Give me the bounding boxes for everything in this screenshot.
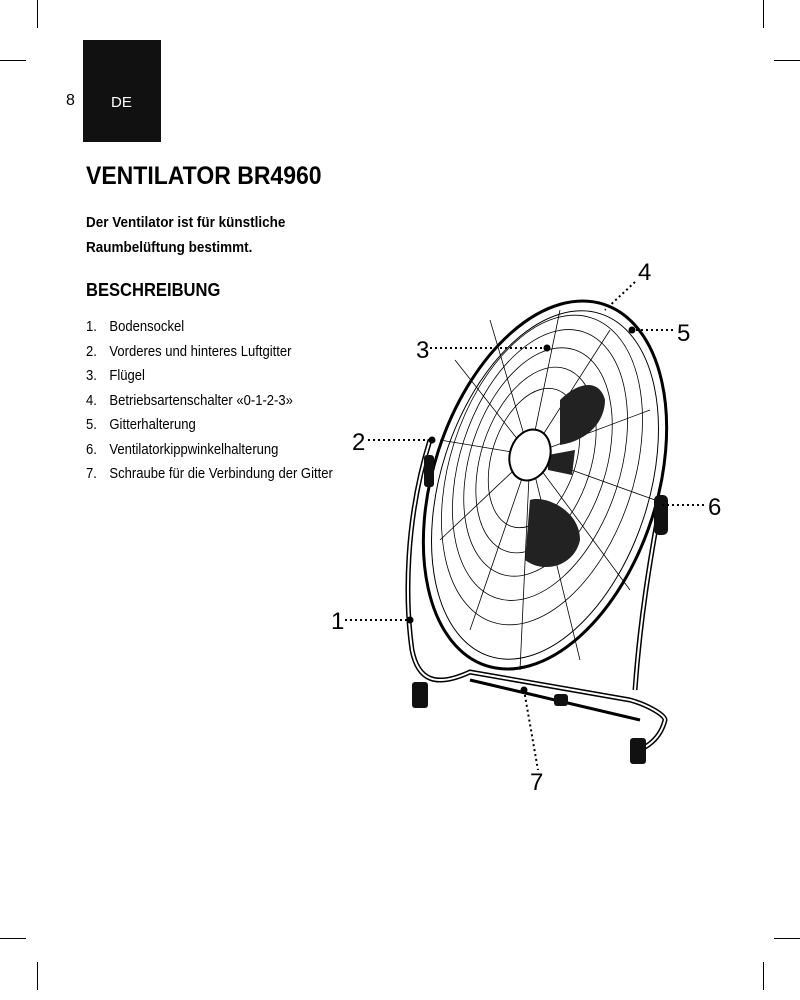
list-item: [86, 462, 333, 487]
language-label: DE: [111, 94, 132, 111]
page-title: VENTILATOR BR4960: [86, 162, 322, 190]
list-item: [86, 340, 333, 365]
list-item-label: Ventilatorkippwinkelhalterung: [109, 441, 279, 458]
fan-illustration: [320, 250, 740, 810]
list-item-number: 5.: [86, 417, 97, 433]
list-item-number: 2.: [86, 343, 97, 360]
list-item: [86, 389, 333, 414]
crop-mark-top-right: [763, 0, 764, 28]
section-title: BESCHREIBUNG: [86, 280, 221, 300]
list-item: [86, 315, 333, 340]
callout-2: 2: [352, 429, 366, 456]
fan-hub: [503, 424, 557, 486]
callout-6: 6: [708, 494, 722, 521]
list-item: [86, 413, 333, 438]
callout-5: 5: [677, 320, 691, 347]
callout-7: 7: [530, 769, 544, 796]
list-item-label: Betriebsartenschalter «0-1-2-3»: [109, 392, 293, 409]
list-item-label: Vorderes und hinteres Luftgitter: [109, 343, 292, 360]
list-item-number: 3.: [86, 368, 97, 384]
list-item-number: 1.: [86, 319, 97, 335]
list-item-label: Bodensockel: [109, 319, 185, 335]
list-item-number: 7.: [86, 466, 97, 482]
list-item-label: Flügel: [109, 368, 145, 384]
callout-1: 1: [331, 608, 345, 635]
crop-mark-bottom-right: [763, 962, 764, 990]
language-tab: [83, 40, 161, 142]
crop-mark-top-right-h: [774, 60, 800, 61]
page-number: 8: [66, 92, 75, 109]
crop-mark-top-left-h: [0, 60, 26, 61]
list-item: [86, 438, 333, 463]
list-item-label: Gitterhalterung: [109, 417, 196, 433]
list-item-label: Schraube für die Verbindung der Gitter: [109, 466, 333, 482]
callout-4: 4: [638, 259, 652, 286]
intro-text: Der Ventilator ist für künstliche Raumbelüftung bestimmt.: [86, 215, 286, 256]
parts-list: [86, 315, 333, 487]
list-item-number: 6.: [86, 441, 97, 458]
crop-mark-bottom-left-h: [0, 938, 26, 939]
foot-left: [412, 682, 428, 708]
crop-mark-top-left: [37, 0, 38, 28]
crop-mark-bottom-left: [37, 962, 38, 990]
list-item-number: 4.: [86, 392, 97, 409]
grille-spokes: [440, 310, 655, 670]
tilt-knob: [654, 495, 668, 535]
callout-3: 3: [416, 337, 430, 364]
foot-right: [630, 738, 646, 764]
list-item: [86, 364, 333, 389]
crop-mark-bottom-right-h: [774, 938, 800, 939]
